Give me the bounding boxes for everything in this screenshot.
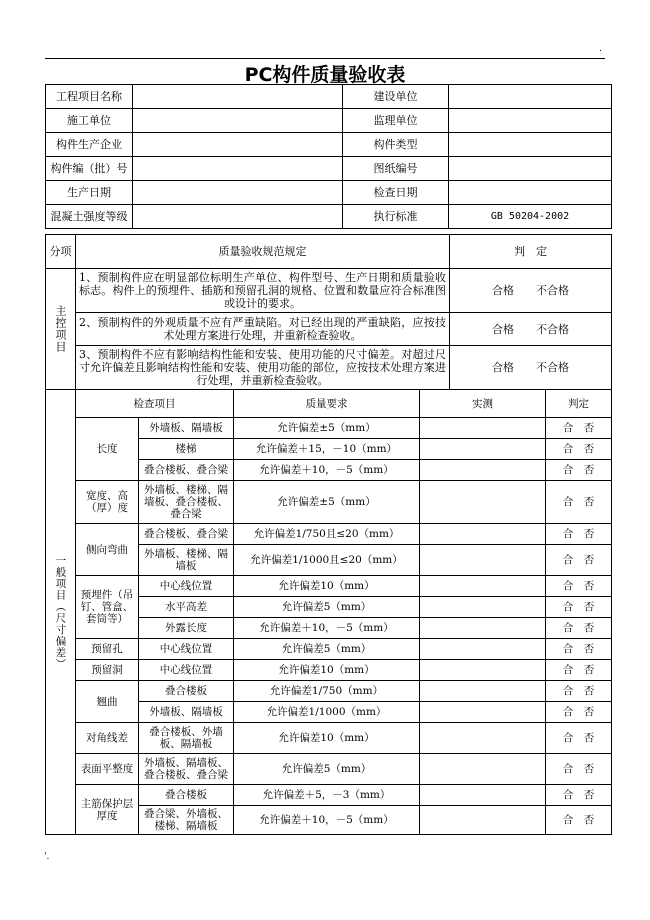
table-row bbox=[46, 418, 612, 439]
drawing-number-input[interactable] bbox=[449, 157, 612, 181]
sub-item: 外露长度 bbox=[139, 618, 234, 639]
actual-input[interactable] bbox=[420, 597, 546, 618]
spec-text: 3、预制构件不应有影响结构性能和安装、使用功能的尺寸偏差。对超过尺寸允许偏差且影响结构性能和安装、使用功能的部位，应按技术处理方案进行处理，并重新检查验收。 bbox=[76, 346, 450, 390]
judge-option[interactable]: 合 否 bbox=[546, 785, 612, 806]
actual-input[interactable] bbox=[420, 576, 546, 597]
category-label: 表面平整度 bbox=[76, 754, 139, 785]
requirement: 允许偏差10（mm） bbox=[234, 660, 420, 681]
field-label: 执行标准 bbox=[343, 205, 449, 229]
concrete-grade-input[interactable] bbox=[133, 205, 343, 229]
judge-option[interactable]: 合 否 bbox=[546, 576, 612, 597]
requirement: 允许偏差＋15，－10（mm） bbox=[234, 439, 420, 460]
production-date-input[interactable] bbox=[133, 181, 343, 205]
spec-text: 1、预制构件应在明显部位标明生产单位、构件型号、生产日期和质量验收标志。构件上的预埋件、插筋和预留孔洞的规格、位置和数量应符合标准图或设计的要求。 bbox=[76, 269, 450, 313]
judge-option[interactable]: 合格 不合格 bbox=[450, 269, 612, 313]
judge-option[interactable]: 合 否 bbox=[546, 597, 612, 618]
field-label: 监理单位 bbox=[343, 109, 449, 133]
judge-option[interactable]: 合 否 bbox=[546, 481, 612, 524]
sub-item: 外墙板、隔墙板 bbox=[139, 702, 234, 723]
table-row bbox=[46, 639, 612, 660]
table-row bbox=[46, 390, 612, 418]
corner-mark: '. bbox=[44, 852, 50, 862]
sub-item: 叠合楼板 bbox=[139, 681, 234, 702]
group-label bbox=[46, 390, 76, 835]
field-label: 构件编（批）号 bbox=[46, 157, 133, 181]
table-row bbox=[46, 181, 612, 205]
table-row bbox=[46, 481, 612, 524]
judge-option[interactable]: 合 否 bbox=[546, 439, 612, 460]
table-row bbox=[46, 346, 612, 390]
sub-item: 叠合楼板、叠合梁 bbox=[139, 460, 234, 481]
category-label: 主筋保护层厚度 bbox=[76, 785, 139, 835]
judge-option[interactable]: 合 否 bbox=[546, 660, 612, 681]
main-control-table bbox=[45, 234, 612, 390]
sub-item: 楼梯 bbox=[139, 439, 234, 460]
judge-option[interactable]: 合 否 bbox=[546, 681, 612, 702]
judge-option[interactable]: 合 否 bbox=[546, 524, 612, 545]
group-label bbox=[46, 269, 76, 390]
sub-item: 中心线位置 bbox=[139, 660, 234, 681]
table-row bbox=[46, 681, 612, 702]
sub-item: 水平高差 bbox=[139, 597, 234, 618]
column-header: 质量要求 bbox=[234, 390, 420, 418]
requirement: 允许偏差5（mm） bbox=[234, 754, 420, 785]
category-label: 翘曲 bbox=[76, 681, 139, 723]
actual-input[interactable] bbox=[420, 754, 546, 785]
actual-input[interactable] bbox=[420, 418, 546, 439]
info-table bbox=[45, 84, 612, 229]
field-label: 构件生产企业 bbox=[46, 133, 133, 157]
judge-option[interactable]: 合 否 bbox=[546, 754, 612, 785]
requirement: 允许偏差＋10，－5（mm） bbox=[234, 618, 420, 639]
actual-input[interactable] bbox=[420, 660, 546, 681]
table-row bbox=[46, 660, 612, 681]
table-row bbox=[46, 524, 612, 545]
field-label: 混凝土强度等级 bbox=[46, 205, 133, 229]
construction-unit-input[interactable] bbox=[449, 85, 612, 109]
requirement: 允许偏差＋10，－5（mm） bbox=[234, 460, 420, 481]
judge-option[interactable]: 合格 不合格 bbox=[450, 313, 612, 346]
requirement: 允许偏差1/1000（mm） bbox=[234, 702, 420, 723]
judge-option[interactable]: 合 否 bbox=[546, 806, 612, 835]
sub-item: 外墙板、隔墙板、叠合楼板、叠合梁 bbox=[139, 754, 234, 785]
judge-option[interactable]: 合 否 bbox=[546, 618, 612, 639]
manufacturer-input[interactable] bbox=[133, 133, 343, 157]
main-group-label: 主控项目 bbox=[54, 305, 67, 353]
table-row bbox=[46, 85, 612, 109]
category-label: 预留孔 bbox=[76, 639, 139, 660]
supervisor-input[interactable] bbox=[449, 109, 612, 133]
component-type-input[interactable] bbox=[449, 133, 612, 157]
column-header: 实测 bbox=[420, 390, 546, 418]
project-name-input[interactable] bbox=[133, 85, 343, 109]
table-row bbox=[46, 109, 612, 133]
actual-input[interactable] bbox=[420, 639, 546, 660]
spec-text: 2、预制构件的外观质量不应有严重缺陷。对已经出现的严重缺陷，应按技术处理方案进行处理，并重新检查验收。 bbox=[76, 313, 450, 346]
requirement: 允许偏差1/750（mm） bbox=[234, 681, 420, 702]
judge-option[interactable]: 合格 不合格 bbox=[450, 346, 612, 390]
category-label: 宽度、高（厚）度 bbox=[76, 481, 139, 524]
judge-option[interactable]: 合 否 bbox=[546, 723, 612, 754]
column-header: 质量验收规范规定 bbox=[76, 235, 450, 269]
table-row bbox=[46, 133, 612, 157]
actual-input[interactable] bbox=[420, 618, 546, 639]
category-label: 预埋件（吊钉、管盒、套筒等） bbox=[76, 576, 139, 639]
table-row bbox=[46, 157, 612, 181]
inspection-date-input[interactable] bbox=[449, 181, 612, 205]
table-row bbox=[46, 785, 612, 806]
sub-item: 中心线位置 bbox=[139, 576, 234, 597]
column-header: 分项 bbox=[46, 235, 76, 269]
field-label: 图纸编号 bbox=[343, 157, 449, 181]
contractor-input[interactable] bbox=[133, 109, 343, 133]
actual-input[interactable] bbox=[420, 524, 546, 545]
sub-item: 叠合楼板、叠合梁 bbox=[139, 524, 234, 545]
sub-item: 外墙板、隔墙板 bbox=[139, 418, 234, 439]
judge-option[interactable]: 合 否 bbox=[546, 639, 612, 660]
column-header: 检查项目 bbox=[76, 390, 234, 418]
table-row bbox=[46, 576, 612, 597]
general-group-label: 一般项目（尺寸偏差） bbox=[54, 554, 67, 670]
category-label: 长度 bbox=[76, 418, 139, 481]
requirement: 允许偏差5（mm） bbox=[234, 639, 420, 660]
field-label: 生产日期 bbox=[46, 181, 133, 205]
field-label: 检查日期 bbox=[343, 181, 449, 205]
field-label: 构件类型 bbox=[343, 133, 449, 157]
judge-option[interactable]: 合 否 bbox=[546, 702, 612, 723]
column-header: 判 定 bbox=[450, 235, 612, 269]
actual-input[interactable] bbox=[420, 785, 546, 806]
actual-input[interactable] bbox=[420, 702, 546, 723]
requirement: 允许偏差5（mm） bbox=[234, 597, 420, 618]
requirement: 允许偏差10（mm） bbox=[234, 723, 420, 754]
judge-option[interactable]: 合 否 bbox=[546, 460, 612, 481]
requirement: 允许偏差10（mm） bbox=[234, 576, 420, 597]
sub-item: 叠合梁、外墙板、楼梯、隔墙板 bbox=[139, 806, 234, 835]
judge-option[interactable]: 合 否 bbox=[546, 545, 612, 576]
standard-value: GB 50204-2002 bbox=[449, 205, 612, 229]
actual-input[interactable] bbox=[420, 681, 546, 702]
sub-item: 叠合楼板 bbox=[139, 785, 234, 806]
actual-input[interactable] bbox=[420, 545, 546, 576]
table-row bbox=[46, 205, 612, 229]
actual-input[interactable] bbox=[420, 439, 546, 460]
actual-input[interactable] bbox=[420, 460, 546, 481]
header-rule bbox=[45, 58, 605, 59]
requirement: 允许偏差±5（mm） bbox=[234, 481, 420, 524]
table-row bbox=[46, 269, 612, 313]
requirement: 允许偏差±5（mm） bbox=[234, 418, 420, 439]
category-label: 侧向弯曲 bbox=[76, 524, 139, 576]
judge-option[interactable]: 合 否 bbox=[546, 418, 612, 439]
sub-item: 叠合楼板、外墙板、隔墙板 bbox=[139, 723, 234, 754]
actual-input[interactable] bbox=[420, 481, 546, 524]
actual-input[interactable] bbox=[420, 723, 546, 754]
table-row bbox=[46, 754, 612, 785]
category-label: 对角线差 bbox=[76, 723, 139, 754]
actual-input[interactable] bbox=[420, 806, 546, 835]
sub-item: 中心线位置 bbox=[139, 639, 234, 660]
category-label: 预留洞 bbox=[76, 660, 139, 681]
table-row bbox=[46, 313, 612, 346]
field-label: 工程项目名称 bbox=[46, 85, 133, 109]
field-label: 施工单位 bbox=[46, 109, 133, 133]
table-row bbox=[46, 235, 612, 269]
sub-item: 外墙板、楼梯、隔墙板、叠合楼板、叠合梁 bbox=[139, 481, 234, 524]
batch-number-input[interactable] bbox=[133, 157, 343, 181]
sub-item: 外墙板、楼梯、隔墙板 bbox=[139, 545, 234, 576]
corner-mark: . bbox=[599, 44, 602, 54]
page-title: PC构件质量验收表 bbox=[244, 64, 406, 86]
requirement: 允许偏差＋5，－3（mm） bbox=[234, 785, 420, 806]
field-label: 建设单位 bbox=[343, 85, 449, 109]
requirement: 允许偏差1/1000且≤20（mm） bbox=[234, 545, 420, 576]
requirement: 允许偏差＋10，－5（mm） bbox=[234, 806, 420, 835]
column-header: 判定 bbox=[546, 390, 612, 418]
table-row bbox=[46, 723, 612, 754]
requirement: 允许偏差1/750且≤20（mm） bbox=[234, 524, 420, 545]
general-items-table bbox=[45, 389, 612, 835]
